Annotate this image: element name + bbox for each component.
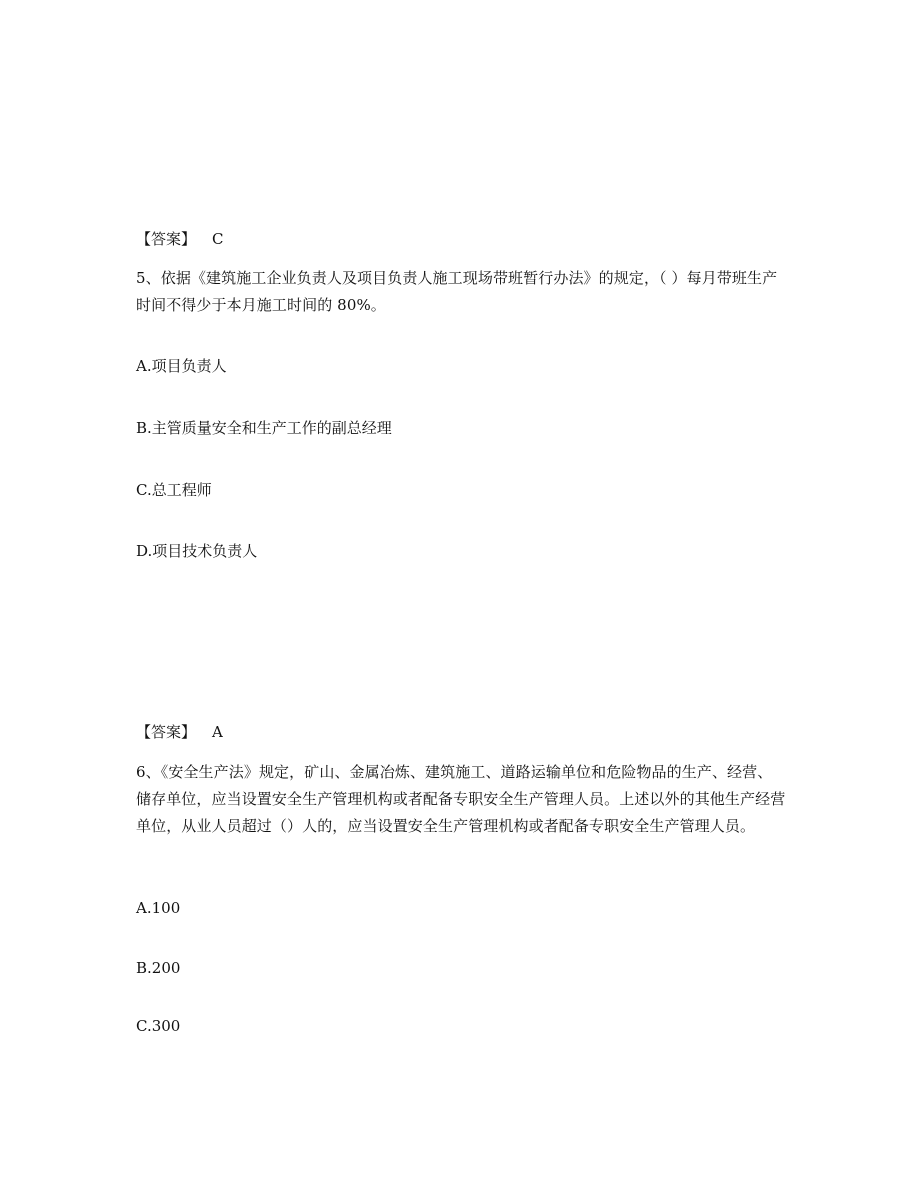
q5-option-c: C.总工程师 <box>136 481 212 499</box>
answer-line-q4 <box>136 229 224 249</box>
q6-option-c: C.300 <box>136 1017 181 1035</box>
answer-label: 【答案】 <box>136 723 197 741</box>
q5-option-b: B.主管质量安全和生产工作的副总经理 <box>136 419 392 437</box>
answer-label: 【答案】 <box>136 230 197 248</box>
question-5-text: 5、依据《建筑施工企业负责人及项目负责人施工现场带班暂行办法》的规定，（ ）每月带班生产时间不得少于本月施工时间的 80%。 <box>136 269 778 314</box>
q6-option-a: A.100 <box>136 899 181 917</box>
question-6-text: 6、《安全生产法》规定，矿山、金属冶炼、建筑施工、道路运输单位和危险物品的生产、经营、储存单位，应当设置安全生产管理机构或者配备专职安全生产管理人员。上述以外的其他生产经营单位，从业人员超过（）人的，应当设置安全生产管理机构或者配备专职安全生产管理人员。 <box>136 763 786 835</box>
answer-value: A <box>212 723 223 741</box>
q6-option-b: B.200 <box>136 959 181 977</box>
q5-option-a: A.项目负责人 <box>136 357 227 375</box>
q5-option-d: D.项目技术负责人 <box>136 542 258 560</box>
answer-value: C <box>212 230 224 248</box>
answer-line-q5 <box>136 722 223 742</box>
